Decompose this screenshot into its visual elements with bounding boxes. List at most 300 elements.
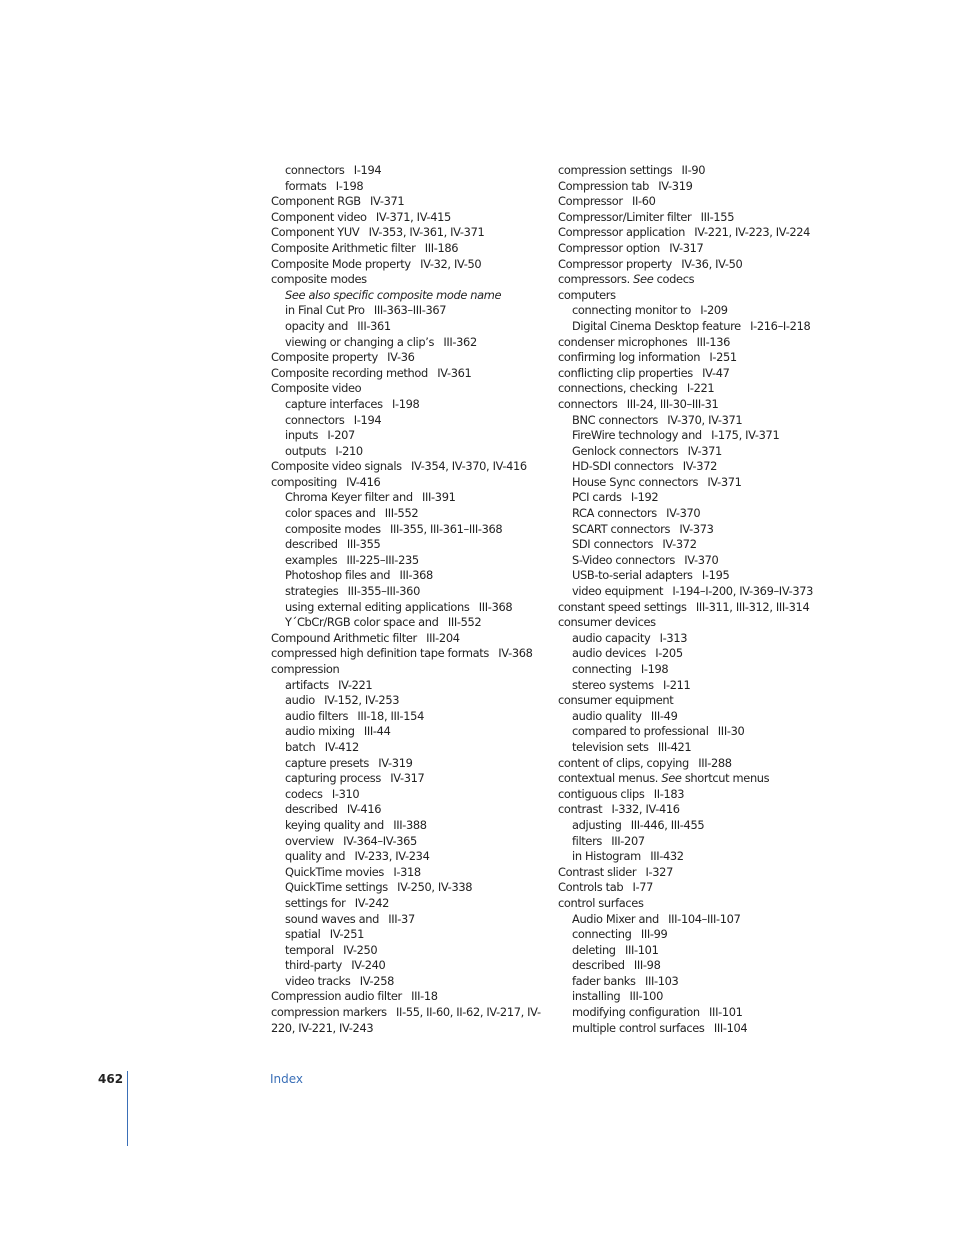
index-term: formats (285, 178, 327, 193)
index-subentry (271, 303, 546, 319)
index-subentry (558, 958, 818, 974)
index-term: audio (285, 693, 315, 708)
index-term: Composite Mode property (271, 256, 411, 271)
index-subentry (558, 490, 818, 506)
footer-rule (127, 1071, 128, 1146)
index-term: color spaces and (285, 506, 376, 521)
page-reference: I-327 (645, 864, 673, 879)
index-entry (558, 756, 818, 772)
index-subentry (558, 834, 818, 850)
page-reference: I-318 (393, 864, 421, 879)
page-reference: IV-317 (669, 240, 704, 255)
index-term: keying quality and (285, 817, 384, 832)
page-reference: III-361 (357, 318, 391, 333)
page-reference: III-288 (698, 755, 732, 770)
page-reference: III-362 (443, 334, 477, 349)
index-term: fader banks (572, 973, 636, 988)
index-term: deleting (572, 942, 616, 957)
index-term: Component RGB (271, 194, 361, 209)
index-subentry (558, 537, 818, 553)
index-term: temporal (285, 942, 334, 957)
index-term: computers (558, 287, 616, 302)
index-term: connecting monitor to (572, 303, 691, 318)
index-subentry (271, 693, 546, 709)
index-subentry (271, 802, 546, 818)
index-subentry (271, 163, 546, 179)
page-reference: IV-319 (658, 178, 693, 193)
index-subentry (558, 662, 818, 678)
index-subentry (271, 444, 546, 460)
index-term: overview (285, 833, 334, 848)
page-reference: III-44 (363, 724, 391, 739)
index-entry (558, 865, 818, 881)
index-term: settings for (285, 895, 346, 910)
index-term: compositing (271, 474, 337, 489)
page-reference: III-103 (644, 973, 679, 988)
index-entry (271, 366, 546, 382)
index-entry (558, 896, 818, 912)
index-entry (558, 787, 818, 803)
index-column-right (558, 163, 818, 1036)
page-reference: III-446, III-455 (630, 817, 705, 832)
index-term: PCI cards (572, 490, 622, 505)
page-reference: III-104 (713, 1020, 748, 1035)
page-reference: II-55, II-60, II-62, IV-217, IV-220, IV-221, IV-243 (271, 1005, 541, 1035)
index-term: Compressor (558, 194, 623, 209)
page-reference: IV-361 (437, 365, 472, 380)
index-term: composite modes (285, 521, 381, 536)
page-reference: IV-240 (351, 958, 386, 973)
index-term: strategies (285, 584, 339, 599)
index-term: artifacts (285, 677, 329, 692)
index-term: video tracks (285, 973, 351, 988)
index-entry (271, 646, 546, 662)
index-term: spatial (285, 927, 321, 942)
index-column-left (271, 163, 546, 1036)
page-reference: IV-250, IV-338 (397, 880, 473, 895)
index-subentry (271, 709, 546, 725)
index-term: Composite Arithmetic filter (271, 240, 416, 255)
index-term: conflicting clip properties (558, 365, 693, 380)
index-term: control surfaces (558, 895, 644, 910)
page-number: 462 (98, 1072, 124, 1086)
page-reference: III-432 (650, 849, 684, 864)
page-reference: III-186 (424, 240, 459, 255)
index-subentry (558, 631, 818, 647)
index-term: using external editing applications (285, 599, 470, 614)
page-reference: IV-371 (707, 474, 742, 489)
index-subentry (271, 818, 546, 834)
index-term: multiple control surfaces (572, 1020, 705, 1035)
index-term: stereo systems (572, 677, 654, 692)
page-reference: IV-368 (498, 646, 533, 661)
index-term: QuickTime settings (285, 880, 388, 895)
index-term: constant speed settings (558, 599, 687, 614)
index-entry (271, 381, 546, 397)
index-subentry (271, 865, 546, 881)
page-reference: IV-370, IV-371 (667, 412, 743, 427)
page-reference: I-205 (655, 646, 683, 661)
index-subentry (558, 568, 818, 584)
page-reference: III-136 (696, 334, 731, 349)
index-entry (558, 241, 818, 257)
index-term: FireWire technology and (572, 428, 702, 443)
index-term: Photoshop files and (285, 568, 391, 583)
index-subentry (558, 444, 818, 460)
index-subentry (558, 678, 818, 694)
index-term: Audio Mixer and (572, 911, 659, 926)
index-subentry (271, 584, 546, 600)
page-reference: III-225–III-235 (346, 552, 419, 567)
index-subentry (271, 943, 546, 959)
index-subentry (271, 490, 546, 506)
index-term: contrast (558, 802, 603, 817)
index-entry (271, 225, 546, 241)
index-subentry (558, 724, 818, 740)
index-term: described (572, 958, 625, 973)
index-term: USB-to-serial adapters (572, 568, 693, 583)
index-subentry (271, 179, 546, 195)
index-term: audio capacity (572, 630, 651, 645)
index-term: Compressor property (558, 256, 672, 271)
index-term: BNC connectors (572, 412, 659, 427)
page-reference: I-310 (331, 786, 360, 801)
index-subentry (271, 600, 546, 616)
index-entry (271, 194, 546, 210)
index-term: installing (572, 989, 621, 1004)
page-reference: IV-32, IV-50 (420, 256, 482, 271)
index-term: Compound Arithmetic filter (271, 630, 417, 645)
index-subentry (558, 646, 818, 662)
index-term: Component video (271, 209, 367, 224)
index-term: opacity and (285, 318, 349, 333)
index-term: HD-SDI connectors (572, 459, 674, 474)
index-subentry (271, 319, 546, 335)
index-subentry (271, 397, 546, 413)
index-subentry (271, 537, 546, 553)
page-reference: III-552 (447, 615, 482, 630)
index-term: Composite video signals (271, 459, 402, 474)
index-subentry (558, 522, 818, 538)
page-reference: I-251 (709, 350, 737, 365)
page-reference: IV-319 (378, 755, 413, 770)
index-subentry (558, 553, 818, 569)
index-term: connectors (558, 396, 618, 411)
index-entry (271, 241, 546, 257)
page-reference: III-552 (384, 506, 419, 521)
index-term: SCART connectors (572, 521, 671, 536)
index-term: condenser microphones (558, 334, 688, 349)
index-entry (558, 802, 818, 818)
see-reference-label: See (633, 272, 654, 287)
index-term: S-Video connectors (572, 552, 675, 567)
index-entry (558, 615, 818, 631)
index-subentry (271, 288, 546, 304)
index-entry (271, 989, 546, 1005)
index-term: modifying configuration (572, 1005, 700, 1020)
index-entry (271, 210, 546, 226)
index-term: contextual menus. (558, 771, 659, 786)
page-reference: IV-221 (338, 677, 373, 692)
index-term: capturing process (285, 771, 381, 786)
index-entry (271, 350, 546, 366)
page-reference: I-211 (662, 677, 691, 692)
index-term: compression (271, 662, 340, 676)
section-label: Index (270, 1072, 304, 1086)
index-term: contiguous clips (558, 786, 645, 801)
index-subentry (271, 428, 546, 444)
page-reference: III-30 (717, 724, 745, 739)
index-term: compared to professional (572, 724, 709, 739)
index-term: capture interfaces (285, 396, 383, 411)
page-reference: III-101 (709, 1005, 743, 1020)
page-reference: I-198 (335, 178, 364, 193)
page-reference: IV-370 (666, 506, 701, 521)
page-reference: III-207 (611, 833, 645, 848)
index-subentry (558, 506, 818, 522)
index-subentry (271, 740, 546, 756)
index-subentry (271, 974, 546, 990)
index-subentry (271, 506, 546, 522)
page-reference: III-368 (478, 599, 513, 614)
index-entry (558, 257, 818, 273)
index-entry (558, 397, 818, 413)
index-entry (271, 631, 546, 647)
index-term: consumer devices (558, 615, 656, 630)
index-subentry (558, 709, 818, 725)
page-reference: I-313 (659, 630, 688, 645)
page-reference: IV-258 (359, 973, 394, 988)
index-entry (558, 335, 818, 351)
page-reference: III-388 (393, 817, 427, 832)
index-term: sound waves and (285, 911, 379, 926)
index-subentry (558, 912, 818, 928)
index-subentry (271, 912, 546, 928)
index-entry (271, 257, 546, 273)
index-subentry (558, 459, 818, 475)
index-entry (558, 179, 818, 195)
index-entry (271, 459, 546, 475)
index-subentry (271, 958, 546, 974)
page-reference: IV-250 (343, 942, 378, 957)
page-reference: III-363–III-367 (373, 303, 447, 318)
index-subentry (271, 615, 546, 631)
index-subentry (271, 724, 546, 740)
page-reference: III-155 (700, 209, 735, 224)
page-reference: II-183 (653, 786, 685, 801)
index-subentry (271, 880, 546, 896)
index-entry (271, 662, 546, 678)
index-term: QuickTime movies (285, 864, 385, 879)
index-subentry (558, 740, 818, 756)
page-reference: I-332, IV-416 (611, 802, 680, 817)
index-entry (558, 210, 818, 226)
index-term: codecs (285, 786, 323, 801)
index-term: Composite property (271, 350, 378, 365)
index-term: audio devices (572, 646, 646, 661)
index-entry (558, 163, 818, 179)
page-reference: IV-233, IV-234 (354, 849, 430, 864)
index-term: Compressor application (558, 225, 685, 240)
page-reference: IV-412 (324, 739, 359, 754)
page-reference: IV-354, IV-370, IV-416 (411, 459, 527, 474)
index-term: Compressor/Limiter filter (558, 209, 692, 224)
index-term: Contrast slider (558, 864, 637, 879)
page-reference: III-355 (346, 537, 381, 552)
index-subentry (271, 678, 546, 694)
index-term: connecting (572, 662, 632, 676)
index-subentry (558, 584, 818, 600)
page-reference: I-194 (353, 412, 382, 427)
index-term: Component YUV (271, 225, 360, 240)
index-term: third-party (285, 958, 342, 973)
page-reference: III-311, III-312, III-314 (695, 599, 810, 614)
page-reference: III-100 (629, 989, 663, 1004)
index-term: consumer equipment (558, 693, 674, 708)
page-reference: III-37 (388, 911, 415, 926)
index-subentry (271, 553, 546, 569)
index-term: Chroma Keyer filter and (285, 490, 413, 505)
index-term: batch (285, 739, 316, 754)
page-reference: IV-317 (390, 771, 425, 786)
index-subentry (558, 1005, 818, 1021)
see-reference-target: shortcut menus (684, 771, 770, 786)
index-term: compression markers (271, 1005, 387, 1020)
page-reference: IV-36 (387, 350, 415, 365)
index-term: Compression audio filter (271, 989, 402, 1004)
index-entry (558, 693, 818, 709)
page-reference: IV-371, IV-415 (375, 209, 451, 224)
page-reference: III-98 (633, 958, 661, 973)
index-subentry (558, 818, 818, 834)
index-term: Digital Cinema Desktop feature (572, 318, 741, 333)
index-subentry (558, 943, 818, 959)
page-reference: III-421 (657, 739, 692, 754)
index-subentry (558, 303, 818, 319)
see-reference-target: codecs (656, 272, 695, 287)
index-subentry (271, 834, 546, 850)
page-reference: IV-251 (329, 927, 365, 942)
page-reference: III-24, III-30–III-31 (626, 396, 719, 411)
index-term: House Sync connectors (572, 474, 699, 489)
page-reference: IV-152, IV-253 (324, 693, 400, 708)
index-subentry (558, 475, 818, 491)
index-term: connections, checking (558, 381, 678, 396)
index-subentry (558, 428, 818, 444)
index-term: in Histogram (572, 849, 641, 864)
index-term: compressors. (558, 272, 630, 287)
index-term: confirming log information (558, 350, 701, 365)
index-term: video equipment (572, 584, 664, 599)
page-reference: I-210 (335, 443, 363, 458)
index-term: SDI connectors (572, 537, 654, 552)
page-reference: IV-371 (370, 194, 405, 209)
index-subentry (558, 927, 818, 943)
index-term: RCA connectors (572, 506, 657, 521)
index-subentry (271, 927, 546, 943)
page-reference: III-355–III-360 (347, 584, 420, 599)
index-term: inputs (285, 428, 319, 443)
page-reference: III-355, III-361–III-368 (390, 521, 503, 536)
page-reference: IV-47 (702, 365, 730, 380)
index-entry (558, 288, 818, 304)
page-reference: III-368 (399, 568, 433, 583)
page-reference: IV-416 (346, 802, 382, 817)
index-term: compressed high definition tape formats (271, 646, 490, 661)
index-term: described (285, 537, 338, 552)
index-entry (558, 350, 818, 366)
index-term: capture presets (285, 755, 369, 770)
page-reference: I-221 (686, 381, 715, 396)
index-subentry (271, 771, 546, 787)
page-reference: III-101 (624, 942, 659, 957)
page-reference: I-192 (630, 490, 659, 505)
index-subentry (271, 413, 546, 429)
page-reference: I-175, IV-371 (711, 428, 780, 443)
index-term: audio quality (572, 708, 642, 723)
page-reference: IV-372 (682, 459, 718, 474)
page-reference: III-99 (640, 927, 668, 942)
index-entry (558, 381, 818, 397)
index-subentry (558, 413, 818, 429)
index-term: Controls tab (558, 880, 624, 895)
index-subentry (558, 319, 818, 335)
page-reference: I-195 (701, 568, 730, 583)
page-reference: I-198 (391, 396, 420, 411)
index-term: composite modes (271, 272, 367, 287)
index-term: Compressor option (558, 240, 660, 255)
index-term: Composite video (271, 381, 362, 396)
index-subentry (271, 568, 546, 584)
page-reference: IV-36, IV-50 (681, 256, 743, 271)
index-term: Compression tab (558, 178, 649, 193)
index-term: in Final Cut Pro (285, 303, 365, 318)
index-entry (558, 880, 818, 896)
page-reference: IV-371 (687, 443, 722, 458)
index-term: Composite recording method (271, 365, 428, 380)
index-entry (558, 272, 818, 288)
page-reference: II-60 (632, 194, 656, 209)
page-reference: III-49 (650, 708, 678, 723)
page-reference: IV-353, IV-361, IV-371 (368, 225, 485, 240)
page-reference: IV-242 (354, 895, 390, 910)
index-term: adjusting (572, 817, 622, 832)
index-term: quality and (285, 849, 346, 864)
index-entry (558, 600, 818, 616)
index-term: audio filters (285, 708, 349, 723)
index-term: Y´CbCr/RGB color space and (285, 615, 439, 630)
page-reference: II-90 (681, 163, 706, 177)
index-term: viewing or changing a clip’s (285, 334, 435, 349)
page-reference: I-77 (632, 880, 654, 895)
index-term: Genlock connectors (572, 443, 679, 458)
index-entry (558, 771, 818, 787)
index-term: television sets (572, 739, 649, 754)
index-term: outputs (285, 443, 327, 458)
page-reference: I-209 (700, 303, 728, 318)
index-subentry (271, 787, 546, 803)
page-reference: IV-416 (346, 474, 381, 489)
index-term: connecting (572, 927, 632, 942)
page-reference: I-198 (640, 662, 669, 676)
index-term: content of clips, copying (558, 755, 689, 770)
page-reference: I-216–I-218 (750, 318, 811, 333)
index-term: compression settings (558, 163, 673, 177)
index-term: described (285, 802, 338, 817)
page-reference: IV-370 (684, 552, 719, 567)
index-term: examples (285, 552, 338, 567)
page-reference: III-391 (422, 490, 456, 505)
